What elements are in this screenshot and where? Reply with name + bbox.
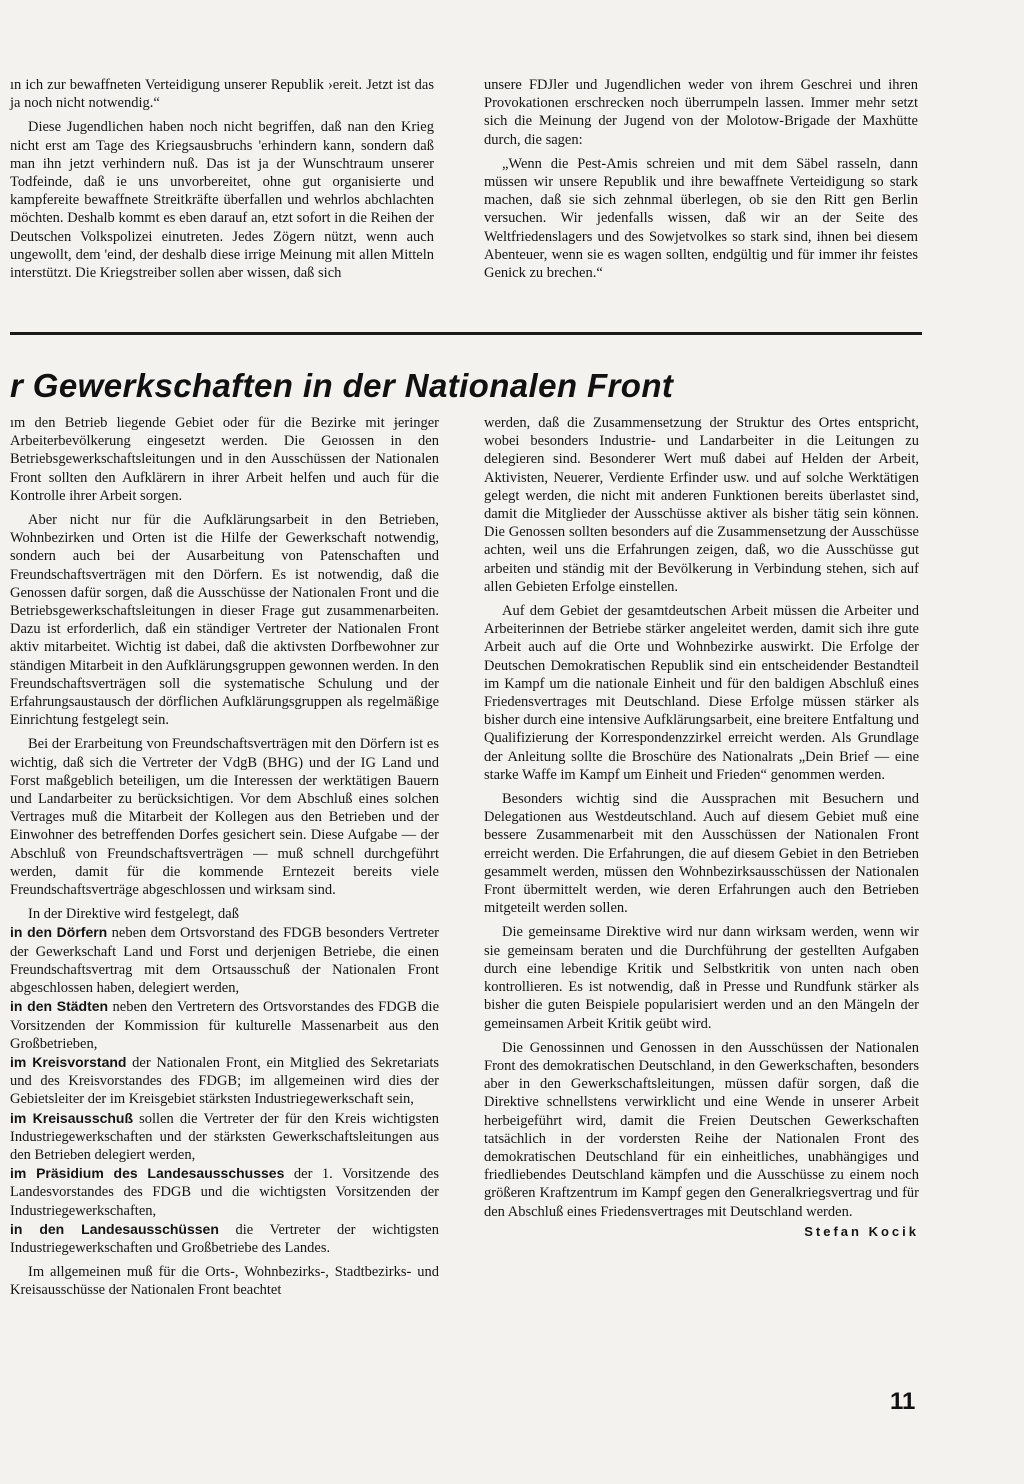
paragraph-text: unsere FDJler und Jugendlichen weder von ihrem Geschrei und ihren Provokationen erschrecken noch überrumpeln lassen. Immer mehr setzt sich die Meinung der Jugend von der Molotow-Brigade der Maxhütte durch, die sagen:: [484, 77, 918, 148]
paragraph-text: Besonders wichtig sind die Aussprachen mit Besuchern und Delegationen aus Westdeutschland. Auch auf diesem Gebiet muß eine bessere Zusammenarbeit mit den Ausschüssen der Nationalen Front erreicht werden. Die Erfahrungen, die auf diesem Gebiet in den Betrieben gesammelt werden, müssen den Wohnbezirksausschüssen der Nationalen Front übermittelt werden, wie deren Erfahrungen auch den Betrieben mitgeteilt werden sollen.: [484, 791, 919, 917]
bold-lead-in: in den Landesausschüssen: [10, 1220, 219, 1237]
paragraph: [484, 602, 919, 784]
paragraph-text: Auf dem Gebiet der gesamtdeutschen Arbeit müssen die Arbeiter und Arbeiterinnen der Betriebe stärker angeleitet werden, damit sich ihre gute Arbeit auch auf die Orte und Wohnbezirke auswirkt. Die Erfolge der Deutschen Demokratischen Republik sind ein entscheidender Bestandteil im Kampf um die nationale Einheit und für den baldigen Abschluß eines Friedensvertrages mit Deutschland. Diese Erfolge müssen stärker als bisher durch eine intensive Aufklärungsarbeit, eine breitere Entfaltung und Qualifizierung der Korrespondenzzirkel erreicht werden. Als Grundlage der Anleitung sollte die Broschüre des Nationalrats „Dein Brief — eine starke Waffe im Kampf um Einheit und Frieden“ genommen werden.: [484, 603, 919, 783]
paragraph: [10, 118, 434, 282]
paragraph: [10, 1220, 439, 1257]
paragraph-text: ın ich zur bewaffneten Verteidigung unserer Republik ›ereit. Jetzt ist das ja noch nicht notwendig.“: [10, 77, 434, 112]
paragraph: [484, 923, 919, 1032]
paragraph-text: werden, daß die Zusammensetzung der Struktur des Ortes entspricht, wobei besonders Industrie- und Landarbeiter in die Leitungen zu delegieren sind. Besonderer Wert muß dabei auf Helden der Arbeit, Aktivisten, Neuerer, Verdiente Erfinder usw. und auf solche Werktätigen gelegt werden, die nicht mit anderen Funktionen bereits überlastet sind, damit die Mitglieder der Ausschüsse aktiver als bisher tätig sein können. Die Genossen sollten besonders auf die Zusammensetzung der Ausschüsse achten, weil uns die Erfahrungen zeigen, daß, wo die Ausschüsse gut arbeiten und ständig mit der Bevölkerung in Verbindung stehen, sich auf allen Gebieten Erfolge einstellen.: [484, 415, 919, 595]
paragraph-text: sollen die Vertreter der für den Kreis wichtigsten Industriegewerkschaften und der stärksten Gewerkschaftsleitungen aus den Betrieben delegiert werden,: [10, 1110, 439, 1163]
paragraph-text: die Vertreter der wichtigsten Industriegewerkschaften und Großbetriebe des Landes.: [10, 1221, 439, 1256]
paragraph: [10, 1263, 439, 1299]
paragraph-text: Im allgemeinen muß für die Orts-, Wohnbezirks-, Stadtbezirks- und Kreisausschüsse der Nationalen Front beachtet: [10, 1264, 439, 1299]
paragraph-text: neben den Vertretern des Ortsvorstandes des FDGB die Vorsitzenden der Kommission für kulturelle Massenarbeit aus den Großbetrieben,: [10, 999, 440, 1052]
paragraph: [484, 76, 918, 149]
paragraph: [10, 997, 439, 1053]
paragraph-text: Die gemeinsame Direktive wird nur dann wirksam werden, wenn wir sie gemeinsam beraten und die Durchführung der gestellten Aufgaben durch eine lebendige Kritik und Selbstkritik von unten nach oben kontrollieren. Es ist notwendig, daß in Presse und Rundfunk stärker als bisher die guten Beispiele popularisiert werden und an den Mängeln der gemeinsamen Arbeit Kritik geübt wird.: [484, 924, 919, 1032]
paragraph-text: Die Genossinnen und Genossen in den Ausschüssen der Nationalen Front des demokratischen Deutschland, in den Gewerkschaften, besonders aber in den Gewerkschaftsleitungen, müssen dafür sorgen, daß die Direktive schnellstens verwirklicht und eine Wende in unserer Arbeit herbeigeführt wird, damit die Freien Deutschen Gewerkschaften tatsächlich in der vordersten Reihe der Nationalen Front des demokratischen Deutschland für ein einheitliches, unabhängiges und friedliebendes Deutschland kämpfen und die Ausschüsse zu einem noch größeren Kraftzentrum im Kampf gegen den Generalkriegsvertrag und für den Abschluß eines Friedensvertrages mit Deutschland werden.: [484, 1039, 919, 1220]
paragraph-text: der Nationalen Front, ein Mitglied des Sekretariats und des Kreisvorstandes des FDGB; im allgemeinen wird dies der Gebietsleiter der im Kreisgebiet stärksten Industriegewerkschaft sein,: [10, 1054, 439, 1108]
paragraph: [10, 511, 439, 729]
paragraph-text: Diese Jugendlichen haben noch nicht begriffen, daß nan den Krieg nicht erst am Tage des Kriegsausbruchs 'erhindern kann, sondern daß man ihn jetzt verhindern nuß. Das ist ja der Wunschtraum unserer Todfeinde, daß ie uns unvorbereitet, ohne gut organisierte und kampfereite bewaffnete Streitkräfte überfallen und wehrlos abchlachten möchten. Deshalb kommt es eben darauf an, etzt sofort in die Reihen der Deutschen Volkspolizei einutreten. Jedes Zögern nützt, wenn auch ungewollt, dem 'eind, der deshalb diese irrige Meinung mit allen Mitteln interstützt. Die Kriegstreiber sollen aber wissen, daß sich: [10, 119, 434, 282]
page-number: 11: [890, 1388, 916, 1415]
paragraph-text: In der Direktive wird festgelegt, daß: [28, 906, 239, 923]
section-divider: [10, 332, 922, 335]
bold-lead-in: in den Städten: [10, 998, 109, 1015]
paragraph: [10, 923, 439, 997]
paragraph: [484, 155, 918, 282]
lower-left-column: [10, 414, 439, 1300]
bold-lead-in: im Kreisvorstand: [10, 1053, 127, 1070]
paragraph-text: Aber nicht nur für die Aufklärungsarbeit in den Betrieben, Wohnbezirken und Orten ist die Hilfe der Gewerkschaft notwendig, sondern auch bei der Ausarbeitung von Patenschaften und Freundschaftsverträgen mit den Dörfern. Es ist notwendig, daß die Genossen dafür sorgen, daß die Ausschüsse der Nationalen Front und die Betriebsgewerkschaftsleitungen in dieser Frage gut zusammenarbeiten. Dazu ist erforderlich, daß ein ständiger Vertreter der Nationalen Front aktiv mitarbeitet. Wichtig ist dabei, daß die aktivsten Dorfbewohner zur ständigen Mitarbeit in den Aufklärungsgruppen gewonnen werden. In den Freundschaftsverträgen soll die systematische Schulung und der Erfahrungsaustausch der dörflichen Aufklärungsgruppen als regelmäßige Einrichtung festgelegt sein.: [10, 512, 439, 729]
paragraph-text: der 1. Vorsitzende des Landesvorstandes des FDGB und die wichtigsten Vorsitzenden der Industriegewerkschaften,: [10, 1166, 439, 1219]
paragraph: [10, 414, 439, 505]
paragraph-text: Bei der Erarbeitung von Freundschaftsverträgen mit den Dörfern ist es wichtig, daß sich die Vertreter der VdgB (BHG) und der IG Land und Forst maßgeblich beteiligen, um die Interessen der werktätigen Bauern und Landarbeiter zu berücksichtigen. Vor dem Abschluß eines solchen Vertrages muß die Mitarbeit der Kollegen aus den Betrieben und der Einwohner des betreffenden Dorfes gesichert sein. Diese Aufgabe — der Abschluß von Freundschaftsverträgen — muß schnell durchgeführt werden, damit für die kommende Erntezeit bereits viele Freundschaftsverträge abgeschlossen und wirksam sind.: [10, 736, 439, 899]
bold-lead-in: in den Dörfern: [10, 924, 108, 941]
paragraph: [10, 905, 439, 923]
paragraph-text: neben dem Ortsvorstand des FDGB besonders Vertreter der Gewerkschaft Land und Forst und derjenigen Betriebe, die einen Freundschaftsvertrag mit dem Ortsausschuß der Nationalen Front abgeschlossen haben, delegiert werden,: [10, 925, 439, 997]
author-signature: Stefan Kocik: [804, 1223, 919, 1239]
paragraph: [10, 1109, 439, 1165]
paragraph-text: „Wenn die Pest-Amis schreien und mit dem Säbel rasseln, dann müssen wir unsere Republik und ihre bewaffnete Verteidigung so stark machen, daß sie sich zehnmal überlegen, ob sie den Ritt gen Berlin versuchen. Wir jedenfalls wissen, daß wir an der Seite des Weltfriedenslagers und des Sowjetvolkes so stark sind, ihnen bei diesem Abenteuer, wenn sie es wagen sollten, endgültig und für immer ihr feistes Genick zu brechen.“: [484, 155, 918, 282]
upper-left-column: [10, 76, 434, 282]
bold-lead-in: im Kreisausschuß: [10, 1109, 134, 1126]
lower-right-column: [484, 414, 919, 1241]
paragraph: [484, 790, 919, 917]
paragraph: [10, 1053, 439, 1109]
article-headline: r Gewerkschaften in der Nationalen Front: [10, 367, 674, 404]
paragraph: [10, 735, 439, 899]
paragraph: [484, 414, 919, 596]
lower-right-paragraphs: [484, 414, 919, 1221]
bold-lead-in: im Präsidium des Landesausschusses: [10, 1165, 285, 1182]
upper-right-column: [484, 76, 918, 282]
paragraph: [10, 76, 434, 112]
paragraph: [484, 1039, 919, 1221]
paragraph-text: ım den Betrieb liegende Gebiet oder für die Bezirke mit ɉeringer Arbeiterbevölkerung eingesetzt werden. Die Geıossen in den Betriebsgewerkschaftsleitungen und in den Ausschüssen der Nationalen Front sollten den Aufklärern in ihrer Arbeit helfen und auch für die Kontrolle ihrer Arbeit sorgen.: [10, 415, 439, 504]
paragraph: [10, 1164, 439, 1220]
